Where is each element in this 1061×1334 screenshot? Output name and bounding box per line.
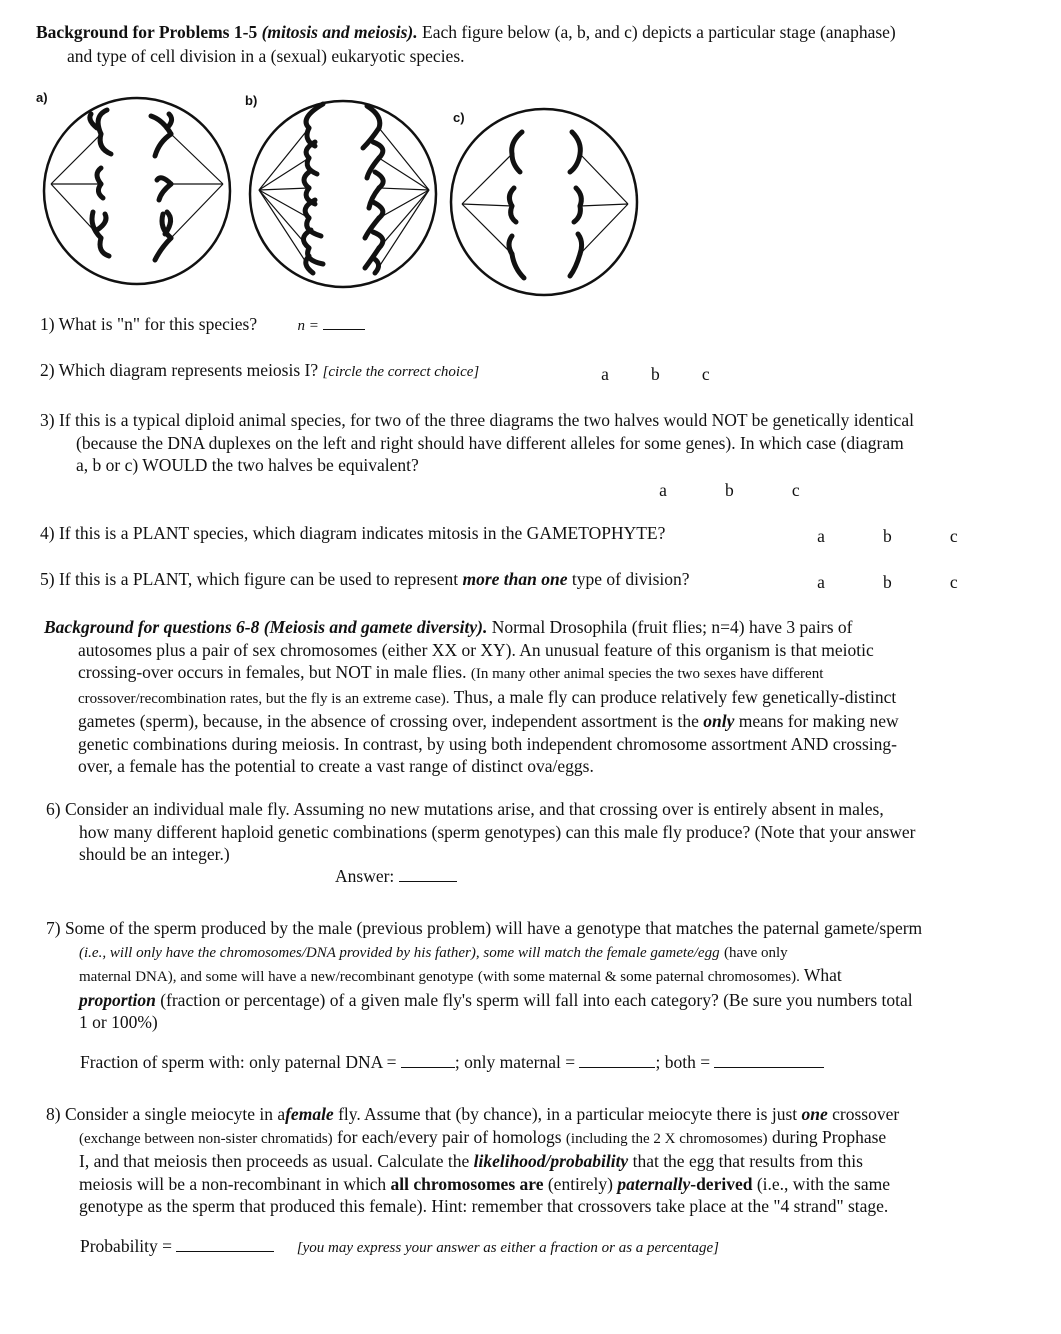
question-7-line-3c: What [803,965,842,985]
question-3-line-2: (because the DNA duplexes on the left and right should have different alleles for some genes). In which case (diagram [76,432,904,453]
background-2-line-7: over, a female has the potential to create a vast range of distinct ova/eggs. [78,756,594,776]
figure-c-label: c) [453,110,465,125]
background-2 [44,616,899,778]
question-6-answer [335,866,457,887]
question-1-answer-blank[interactable] [323,315,365,330]
background-2-line-6: genetic combinations during meiosis. In contrast, by using both independent chromosome assortment AND crossing- [78,733,897,754]
background-1-line-1 [36,22,896,43]
question-8-line-4b: all chromosomes are [390,1173,544,1194]
question-6-answer-blank[interactable] [399,867,457,882]
question-7-maternal-label: ; only maternal = [454,1052,576,1072]
question-3-choice-a[interactable]: a [659,480,667,500]
background-1-line-2: and type of cell division in a (sexual) eukaryotic species. [67,46,465,66]
question-5-choice-b[interactable]: b [883,572,892,592]
question-1-text: 1) What is "n" for this species? [40,314,258,334]
question-3-choice-b[interactable]: b [725,480,734,500]
question-4-text: 4) If this is a PLANT species, which diagram indicates mitosis in the GAMETOPHYTE? [40,523,666,543]
question-7 [46,917,922,1034]
question-2 [40,360,479,381]
question-8-line-4a: meiosis will be a non-recombinant in which [79,1173,387,1194]
background-2-line-3a: crossing-over occurs in females, but NOT in male flies. [78,662,467,682]
background-2-line-5a: gametes (sperm), because, in the absence of crossing over, independent assortment is the [78,711,699,731]
question-2-choice-c[interactable]: c [701,364,710,384]
question-7-maternal-blank[interactable] [579,1053,655,1068]
question-8-line-1c: crossover [832,1104,900,1124]
question-8-line-1a: 8) Consider a single meiocyte in a [46,1104,286,1124]
question-8-line-3a: I, and that meiosis then proceeds as usual. Calculate the [79,1151,470,1171]
question-2-hint: [circle the correct choice] [322,364,480,380]
question-3-choice-c[interactable]: c [791,480,800,500]
question-7-line-4-emphasis: proportion [79,989,156,1010]
question-8-probability-label: Probability = [80,1236,173,1256]
question-8-answer [80,1236,719,1257]
question-4-choices [790,526,985,547]
question-8-line-4e: (i.e., with the same [756,1173,890,1194]
question-8-line-4d: -derived [690,1173,753,1194]
question-1-answer-label: n = [297,318,319,334]
question-8-line-5: genotype as the sperm that produced this female). Hint: remember that crossovers take place at the "4 strand" stage. [79,1196,889,1216]
question-7-line-3a: maternal DNA), and some will have a new/recombinant genotype [79,969,474,985]
background-2-lead: Background for questions 6-8 (Meiosis and gamete diversity). [44,617,488,637]
question-2-choices [582,364,729,385]
question-7-answers [80,1052,824,1073]
question-7-both-blank[interactable] [714,1053,824,1068]
question-5-choices [790,572,985,593]
question-6-line-2: how many different haploid genetic combinations (sperm genotypes) can this male fly produce? (Note that your answer [79,821,916,842]
question-6-line-1: 6) Consider an individual male fly. Assuming no new mutations arise, and that crossing over is entirely absent in males, [46,799,884,819]
question-7-line-5: 1 or 100%) [79,1012,158,1032]
question-2-choice-b[interactable]: b [651,364,660,384]
question-3-line-3: a, b or c) WOULD the two halves be equivalent? [76,455,419,475]
question-8-line-2c: (including the 2 X chromosomes) [565,1130,768,1147]
background-2-line-5b: means for making new [738,711,899,731]
background-2-line-5-emphasis: only [703,711,735,731]
question-8-line-1b: fly. Assume that (by chance), in a particular meiocyte there is just [338,1104,798,1124]
question-5-text-pre: 5) If this is a PLANT, which figure can be used to represent [40,569,459,589]
question-3-choices [632,480,827,501]
question-8 [46,1103,899,1218]
background-1-lead-italic: (mitosis and meiosis). [261,22,418,42]
background-2-line-4a: crossover/recombination rates, but the fly is an extreme case). [78,690,450,707]
background-2-line-4b: Thus, a male fly can produce relatively few genetically-distinct [453,686,897,707]
question-5-choice-a[interactable]: a [817,572,825,592]
question-8-line-2a: (exchange between non-sister chromatids) [79,1130,333,1147]
question-4-choice-a[interactable]: a [817,526,825,546]
background-1-lead: Background for Problems 1-5 [36,22,258,42]
question-7-paternal-blank[interactable] [401,1053,455,1068]
question-6-answer-label: Answer: [335,866,395,886]
question-5-text-emphasis: more than one [462,569,568,589]
question-7-both-label: ; both = [655,1052,711,1072]
figure-c-diagram [448,88,648,298]
background-2-line-1: Normal Drosophila (fruit flies; n=4) have 3 pairs of [491,617,853,637]
question-8-line-3-emphasis: likelihood/probability [473,1151,629,1171]
question-8-line-3b: that the egg that results from this [632,1151,863,1171]
question-8-line-1-emphasis: female [285,1104,334,1124]
figure-a-label: a) [36,90,48,105]
question-8-line-2d: during Prophase [771,1126,887,1147]
question-7-line-2b: (have only [723,944,788,961]
background-2-line-3b: (In many other animal species the two sexes have different [470,666,824,682]
figure-b-label: b) [245,93,258,108]
question-3 [40,409,914,477]
background-1-line-1-rest: Each figure below (a, b, and c) depicts a particular stage (anaphase) [422,22,896,42]
question-5 [40,569,690,590]
question-7-line-3b: (with some maternal & some paternal chromosomes). [477,969,800,985]
question-7-line-4: (fraction or percentage) of a given male fly's sperm will fall into each category? (Be sure you numbers total [160,989,913,1010]
question-8-probability-blank[interactable] [176,1237,274,1252]
question-7-line-2a: (i.e., will only have the chromosomes/DNA provided by his father), some will match the female gamete/egg [79,944,720,961]
question-8-line-4c: (entirely) [547,1173,613,1194]
question-7-fraction-label: Fraction of sperm with: only paternal DNA = [80,1052,397,1072]
question-2-text: 2) Which diagram represents meiosis I? [40,360,319,380]
question-6-line-3: should be an integer.) [79,844,230,864]
question-5-text-post: type of division? [571,569,690,589]
question-3-line-1: 3) If this is a typical diploid animal species, for two of the three diagrams the two halves would NOT be genetically identical [40,410,914,430]
question-4-choice-b[interactable]: b [883,526,892,546]
question-6 [46,798,916,866]
question-2-choice-a[interactable]: a [601,364,609,384]
question-5-choice-c[interactable]: c [949,572,958,592]
question-1 [40,314,365,335]
question-7-line-1: 7) Some of the sperm produced by the male (previous problem) will have a genotype that matches the paternal gamete/sperm [46,918,923,938]
question-8-probability-hint: [you may express your answer as either a fraction or as a percentage] [296,1240,719,1256]
question-8-line-4-emphasis: paternally [617,1173,691,1194]
figure-a-diagram [35,88,245,298]
figure-b-diagram [243,88,453,298]
question-4-choice-c[interactable]: c [949,526,958,546]
background-2-line-2: autosomes plus a pair of sex chromosomes (either XX or XY). An unusual feature of this organism is that meiotic [78,639,874,660]
question-8-line-2b: for each/every pair of homologs [337,1126,562,1147]
question-8-line-1-emphasis-2: one [801,1104,828,1124]
